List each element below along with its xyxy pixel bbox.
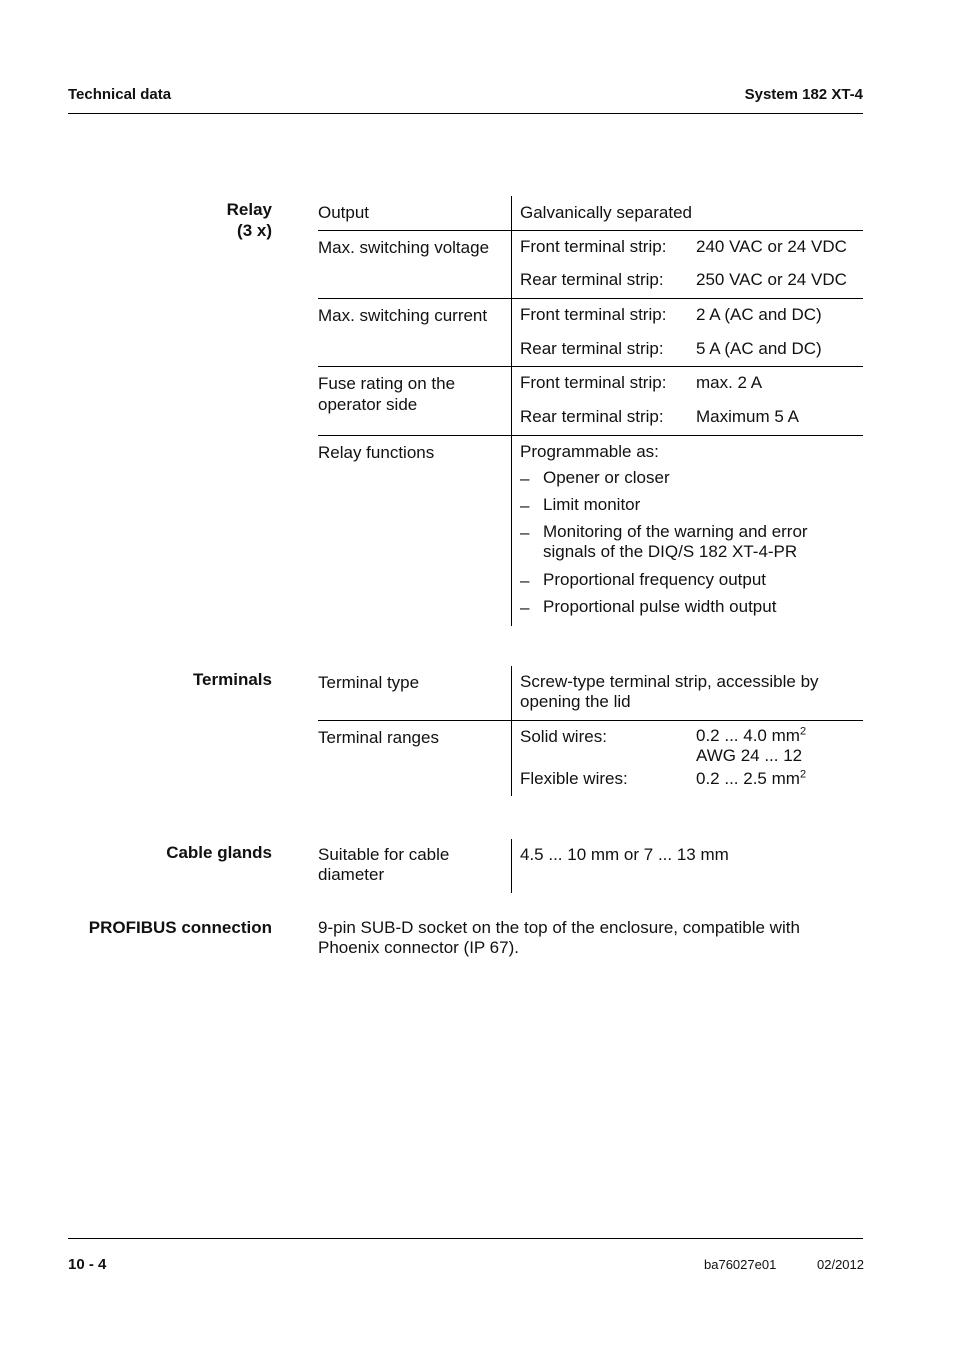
cable-glands-section-label: Cable glands bbox=[166, 843, 272, 862]
relay-output-label: Output bbox=[318, 203, 370, 222]
relay-voltage-row bbox=[318, 230, 863, 298]
document-id: ba76027e01 bbox=[704, 1257, 777, 1272]
relay-fuse-rear-value: Maximum 5 A bbox=[696, 407, 799, 426]
list-item-line2: signals of the DIQ/S 182 XT-4-PR bbox=[543, 542, 798, 561]
relay-fuse-label-line2: operator side bbox=[318, 395, 418, 414]
relay-current-rear-value: 5 A (AC and DC) bbox=[696, 339, 822, 358]
solid-wires-value bbox=[696, 726, 806, 766]
list-item: Limit monitor bbox=[543, 495, 641, 514]
relay-fuse-label-line1: Fuse rating on the bbox=[318, 374, 456, 393]
relay-fuse-front-value: max. 2 A bbox=[696, 373, 763, 392]
column-divider bbox=[511, 367, 512, 435]
relay-current-rear-label: Rear terminal strip: bbox=[520, 339, 664, 358]
relay-voltage-front-label: Front terminal strip: bbox=[520, 237, 667, 256]
cable-glands-table bbox=[318, 839, 863, 893]
column-divider bbox=[511, 721, 512, 796]
profibus-description-line1: 9-pin SUB-D socket on the top of the enclosure, compatible with bbox=[318, 918, 800, 937]
relay-current-row bbox=[318, 298, 863, 366]
column-divider bbox=[511, 436, 512, 626]
list-item: Opener or closer bbox=[543, 468, 670, 487]
flexible-wires-range: 0.2 ... 2.5 mm bbox=[696, 769, 800, 788]
solid-wires-range: 0.2 ... 4.0 mm bbox=[696, 726, 800, 745]
column-divider bbox=[511, 839, 512, 893]
relay-table bbox=[318, 196, 863, 626]
terminal-ranges-label: Terminal ranges bbox=[318, 728, 439, 747]
relay-fuse-front-label: Front terminal strip: bbox=[520, 373, 667, 392]
column-divider bbox=[511, 196, 512, 230]
terminals-section-label: Terminals bbox=[192, 670, 272, 689]
relay-voltage-rear-label: Rear terminal strip: bbox=[520, 270, 664, 289]
list-dash: – bbox=[520, 496, 530, 515]
flexible-wires-label: Flexible wires: bbox=[520, 769, 628, 788]
footer-rule bbox=[68, 1238, 863, 1239]
terminal-ranges-row bbox=[318, 720, 863, 796]
terminal-type-value-line2: opening the lid bbox=[520, 692, 631, 711]
list-item: Proportional pulse width output bbox=[543, 597, 777, 616]
cable-diameter-label-line2: diameter bbox=[318, 865, 385, 884]
relay-voltage-front-value: 240 VAC or 24 VDC bbox=[696, 237, 847, 256]
relay-functions-row bbox=[318, 435, 863, 626]
header-rule bbox=[68, 113, 863, 114]
cable-diameter-value: 4.5 ... 10 mm or 7 ... 13 mm bbox=[520, 845, 729, 864]
profibus-section-label: PROFIBUS connection bbox=[88, 918, 272, 937]
relay-voltage-rear-value: 250 VAC or 24 VDC bbox=[696, 270, 847, 289]
relay-current-front-value: 2 A (AC and DC) bbox=[696, 305, 822, 324]
solid-wires-awg: AWG 24 ... 12 bbox=[696, 746, 803, 765]
header-product-name: System 182 XT-4 bbox=[744, 86, 863, 103]
list-item: Proportional frequency output bbox=[543, 570, 767, 589]
relay-voltage-label: Max. switching voltage bbox=[318, 238, 490, 257]
relay-functions-intro: Programmable as: bbox=[520, 442, 659, 461]
relay-functions-label: Relay functions bbox=[318, 443, 435, 462]
relay-section-label bbox=[227, 199, 272, 241]
list-dash: – bbox=[520, 523, 530, 542]
relay-current-front-label: Front terminal strip: bbox=[520, 305, 667, 324]
superscript: 2 bbox=[799, 768, 807, 781]
relay-label-line1: Relay bbox=[226, 200, 272, 219]
relay-output-row bbox=[318, 196, 863, 230]
cable-diameter-row bbox=[318, 839, 863, 893]
column-divider bbox=[511, 299, 512, 366]
page-number: 10 - 4 bbox=[68, 1256, 107, 1273]
terminal-type-row bbox=[318, 666, 863, 720]
flexible-wires-value bbox=[696, 768, 806, 789]
list-item bbox=[543, 522, 863, 562]
relay-fuse-rear-label: Rear terminal strip: bbox=[520, 407, 664, 426]
relay-label-line2: (3 x) bbox=[237, 221, 272, 240]
terminal-type-value bbox=[520, 672, 819, 712]
superscript: 2 bbox=[799, 725, 807, 738]
list-dash: – bbox=[520, 571, 530, 590]
header-section-title: Technical data bbox=[68, 86, 172, 103]
cable-diameter-label-line1: Suitable for cable bbox=[318, 845, 450, 864]
terminals-table bbox=[318, 666, 863, 796]
terminal-type-label: Terminal type bbox=[318, 673, 420, 692]
list-item-line1: Monitoring of the warning and error bbox=[543, 522, 808, 541]
terminal-type-value-line1: Screw-type terminal strip, accessible by bbox=[520, 672, 819, 691]
list-dash: – bbox=[520, 469, 530, 488]
relay-fuse-label bbox=[318, 373, 503, 415]
column-divider bbox=[511, 231, 512, 298]
relay-fuse-row bbox=[318, 366, 863, 435]
column-divider bbox=[511, 666, 512, 720]
relay-current-label: Max. switching current bbox=[318, 306, 488, 325]
profibus-description bbox=[318, 918, 863, 958]
cable-diameter-label bbox=[318, 845, 503, 885]
list-dash: – bbox=[520, 598, 530, 617]
profibus-description-line2: Phoenix connector (IP 67). bbox=[318, 938, 519, 957]
document-date: 02/2012 bbox=[817, 1257, 864, 1272]
solid-wires-label: Solid wires: bbox=[520, 727, 607, 746]
relay-output-value: Galvanically separated bbox=[520, 203, 692, 222]
